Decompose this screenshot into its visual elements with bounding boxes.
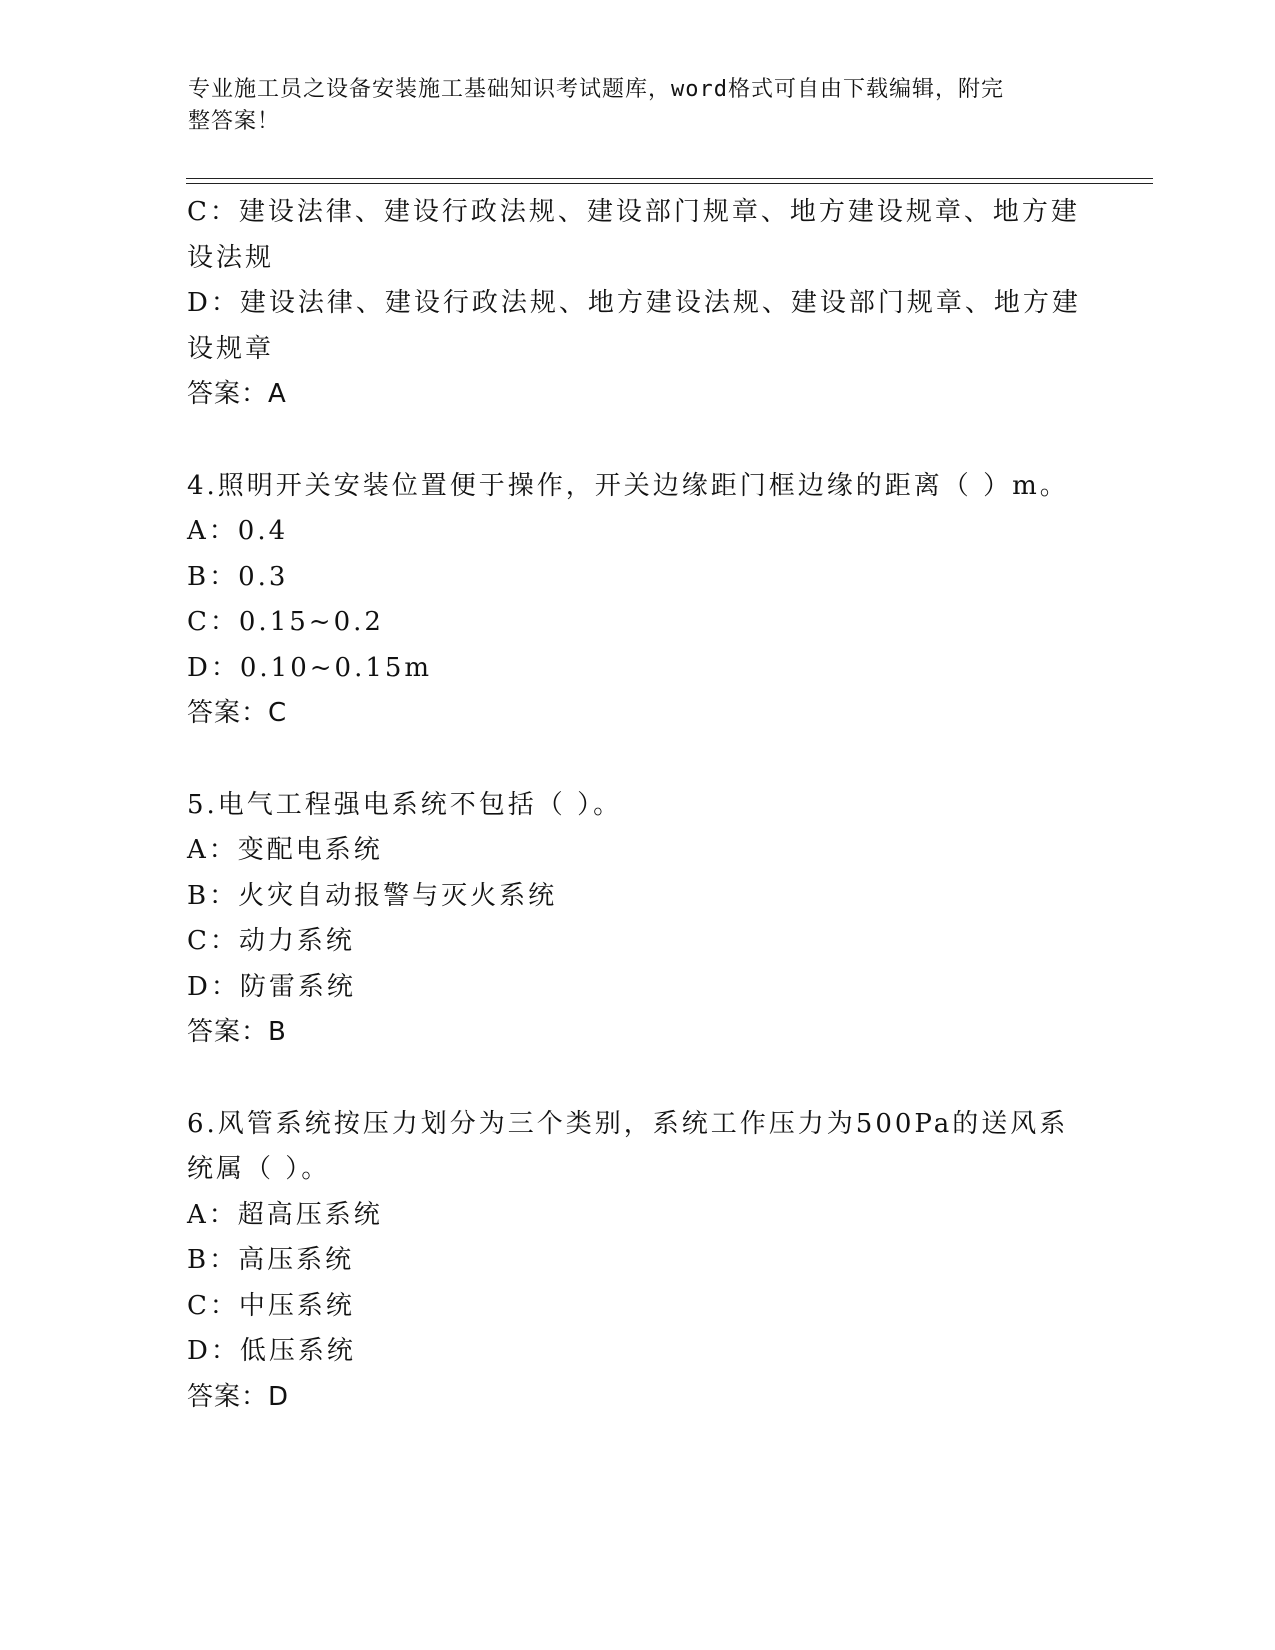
- question-5: [187, 783, 1087, 1056]
- q6-answer: 答案：D: [187, 1381, 290, 1412]
- question-3-tail: [187, 190, 1087, 418]
- q4-option-c: C：0.15~0.2: [187, 607, 384, 637]
- header-title-line-2: 整答案！: [188, 109, 281, 134]
- q5-option-a: A：变配电系统: [187, 835, 383, 865]
- q6-question-line-2: 统属（ ）。: [187, 1154, 331, 1184]
- document-header: [188, 74, 1068, 138]
- q5-question: 5.电气工程强电系统不包括（ ）。: [187, 789, 623, 820]
- q6-option-a: A：超高压系统: [187, 1199, 383, 1230]
- question-6: [187, 1102, 1087, 1421]
- q4-question: 4.照明开关安装位置便于操作，开关边缘距门框边缘的距离（ ）m。: [187, 470, 1069, 501]
- spacer: [187, 737, 1087, 783]
- header-divider-top: [186, 178, 1153, 179]
- q4-option-b: B：0.3: [187, 561, 289, 592]
- q3-option-d-line-2: 设规章: [187, 333, 275, 364]
- spacer: [187, 1056, 1087, 1102]
- q4-option-a: A：0.4: [187, 516, 289, 546]
- q3-option-c-line-1: C：建设法律、建设行政法规、建设部门规章、地方建设规章、地方建: [187, 197, 1080, 227]
- q3-answer: 答案：A: [187, 379, 287, 409]
- q3-option-d-line-1: D：建设法律、建设行政法规、地方建设法规、建设部门规章、地方建: [187, 288, 1081, 318]
- question-4: [187, 464, 1087, 737]
- header-divider-bottom: [186, 183, 1153, 184]
- q6-option-b: B：高压系统: [187, 1245, 355, 1275]
- q5-option-d: D：防雷系统: [187, 971, 356, 1002]
- q5-answer: 答案：B: [187, 1017, 287, 1047]
- q6-question-line-1: 6.风管系统按压力划分为三个类别，系统工作压力为500Pa的送风系: [187, 1108, 1069, 1139]
- q4-answer: 答案：C: [187, 698, 288, 728]
- spacer: [187, 418, 1087, 464]
- q3-option-c-line-2: 设法规: [187, 242, 275, 273]
- q6-option-c: C：中压系统: [187, 1290, 355, 1321]
- q4-option-d: D：0.10~0.15m: [187, 652, 433, 683]
- q5-option-b: B：火灾自动报警与灭火系统: [187, 880, 558, 911]
- header-title-line-1: 专业施工员之设备安装施工基础知识考试题库，word格式可自由下载编辑，附完: [188, 77, 1004, 102]
- q5-option-c: C：动力系统: [187, 926, 355, 956]
- question-list: [187, 190, 1087, 1420]
- q6-option-d: D：低压系统: [187, 1336, 356, 1366]
